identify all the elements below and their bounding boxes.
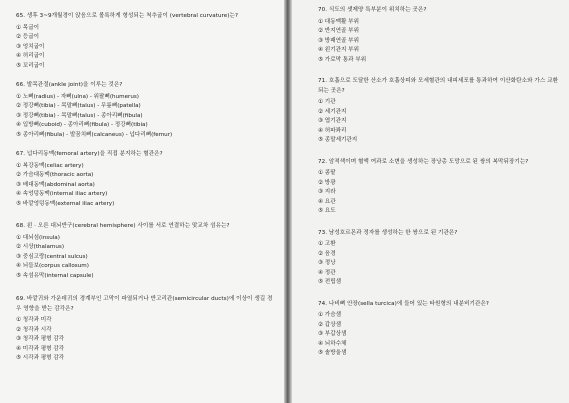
option-3: ③ 청각과 평형 감각 bbox=[16, 336, 65, 342]
option-1: ① 가슴샘 bbox=[318, 312, 342, 318]
options-list bbox=[318, 311, 561, 359]
question-72 bbox=[318, 158, 561, 217]
option-2: ② 음경 bbox=[318, 250, 336, 257]
option-3: ③ 중심고랑(central sulcus) bbox=[16, 253, 88, 260]
option-5: ⑤ 가로막 통과 부위 bbox=[318, 56, 367, 63]
option-5: ⑤ 시각과 평형 감각 bbox=[16, 355, 65, 361]
option-4: ④ 뇌하수체 bbox=[318, 340, 347, 347]
options-list bbox=[318, 169, 561, 217]
question-text: 68. 왼 · 오른 대뇌반구(cerebral hemisphere) 사이를 서로 연결하는 맞교차 섬유는? bbox=[16, 223, 230, 229]
option-4: ④ 정관 bbox=[318, 269, 336, 276]
options-list bbox=[318, 98, 561, 146]
question-69 bbox=[16, 295, 276, 364]
option-2: ② 가슴대동맥(thoracic aorta) bbox=[16, 172, 94, 178]
option-4: ④ 뇌들보(corpus callosum) bbox=[16, 263, 89, 269]
option-2: ② 시상(thalamus) bbox=[16, 244, 65, 250]
option-5: ⑤ 바깥엉덩동맥(external iliac artery) bbox=[16, 200, 115, 207]
option-2: ② 등굽이 bbox=[16, 34, 40, 40]
option-4: ④ 미각과 평형 감각 bbox=[16, 345, 65, 352]
question-text: 74. 나비뼈 안장(sella turcica)에 들어 있는 타원형의 내분비기관은? bbox=[318, 300, 489, 307]
options-list bbox=[318, 18, 561, 66]
question-text: 65. 생후 3~9개월경이 앉음으로 볼록하게 형성되는 척추굽이 (vertebral curvature)는? bbox=[16, 13, 238, 19]
question-74 bbox=[318, 300, 561, 359]
option-5: ⑤ 종아리뼈(fibula) - 발꿈치뼈(calcaneus) - 넙다리뼈(femur) bbox=[16, 131, 173, 138]
option-5: ⑤ 전립샘 bbox=[318, 279, 342, 285]
option-4: ④ 왼기관지 부위 bbox=[318, 47, 359, 53]
question-73 bbox=[318, 229, 561, 288]
question-66 bbox=[16, 81, 276, 140]
option-3: ③ 정강뼈(tibia) - 목말뼈(talus) - 종아리뼈(fibula) bbox=[16, 112, 143, 119]
options-list bbox=[16, 162, 276, 210]
question-text: 71. 호흡으로 도달한 산소가 호흡상피와 모세혈관의 내피세포를 통과하여 이산화탄소와 가스 교환되는 곳은? bbox=[318, 78, 559, 94]
options-list bbox=[16, 234, 276, 282]
question-text: 73. 남성호르몬과 정자를 생성하는 한 쌍으로 된 기관은? bbox=[318, 229, 458, 236]
option-5: ⑤ 종말세기관지 bbox=[318, 137, 358, 143]
options-list bbox=[318, 240, 561, 288]
option-2: ② 방광 bbox=[318, 179, 336, 186]
option-1: ① 대뇌섬(insula) bbox=[16, 234, 60, 241]
question-text: 67. 넙다리동맥(femoral artery)을 직접 분지하는 혈관은? bbox=[16, 151, 163, 157]
question-70 bbox=[318, 6, 561, 65]
options-list bbox=[16, 316, 276, 364]
right-page bbox=[292, 0, 569, 403]
option-4: ④ 속엉덩동맥(internal iliac artery) bbox=[16, 191, 108, 197]
option-1: ① 목굽이 bbox=[16, 24, 40, 31]
option-4: ④ 허파꽈리 bbox=[318, 127, 347, 134]
option-2: ② 청각과 시각 bbox=[16, 326, 52, 333]
question-text: 66. 발목관절(ankle joint)을 이루는 것은? bbox=[16, 82, 123, 88]
left-page bbox=[0, 0, 284, 403]
options-list bbox=[16, 93, 276, 141]
option-4: ④ 요관 bbox=[318, 198, 336, 205]
option-3: ③ 엽기관지 bbox=[318, 118, 347, 124]
option-3: ③ 정낭 bbox=[318, 260, 336, 266]
options-list bbox=[16, 24, 276, 72]
question-text: 70. 식도의 샛제양 특부분이 위치하는 곳은? bbox=[318, 7, 427, 13]
question-71 bbox=[318, 77, 561, 146]
option-1: ① 노뼈(radius) - 자뼈(ulna) - 위팔뼈(humerus) bbox=[16, 93, 139, 100]
option-1: ① 대동맥활 부위 bbox=[318, 18, 359, 25]
option-1: ① 복강동맥(celiac artery) bbox=[16, 162, 84, 169]
option-1: ① 콩팥 bbox=[318, 170, 336, 176]
option-3: ③ 배대동맥(abdominal aorta) bbox=[16, 181, 95, 188]
option-3: ③ 지라 bbox=[318, 189, 336, 195]
option-1: ① 청각과 미각 bbox=[16, 317, 52, 323]
option-1: ① 고환 bbox=[318, 241, 336, 247]
option-3: ③ 방패연골 부위 bbox=[318, 37, 359, 44]
option-2: ② 반지연골 부위 bbox=[318, 28, 359, 34]
option-5: ⑤ 꼬리굽이 bbox=[16, 62, 45, 69]
option-3: ③ 부갑상샘 bbox=[318, 331, 347, 337]
option-4: ④ 입방뼈(cuboid) - 종아리뼈(fibula) - 정강뼈(tibia) bbox=[16, 122, 148, 128]
option-2: ② 정강뼈(tibia) - 목말뼈(talus) - 무릎뼈(patella) bbox=[16, 103, 141, 109]
option-5: ⑤ 솔방울샘 bbox=[318, 350, 347, 356]
option-4: ④ 허리굽이 bbox=[16, 53, 45, 59]
option-2: ② 세기관지 bbox=[318, 108, 347, 115]
question-68 bbox=[16, 222, 276, 281]
question-65 bbox=[16, 12, 276, 71]
option-5: ⑤ 속섬유막(internal capsule) bbox=[16, 272, 94, 279]
question-text: 69. 바깥귀와 가운데귀의 경계부인 고막이 파열되거나 반고리관(semicircular ducts)에 이상이 생길 경우 영향을 받는 감각은? bbox=[16, 296, 273, 312]
option-5: ⑤ 요도 bbox=[318, 208, 336, 214]
option-2: ② 갑상샘 bbox=[318, 321, 342, 328]
option-3: ③ 엉치굽이 bbox=[16, 43, 45, 50]
book-gutter bbox=[284, 0, 292, 403]
question-text: 72. 암적색이며 혈액 여과로 소변을 생성하는 장낭총 도망으로 된 쌍의 복막뒤장기는? bbox=[318, 158, 529, 165]
question-67 bbox=[16, 150, 276, 209]
option-1: ① 기관 bbox=[318, 99, 336, 105]
